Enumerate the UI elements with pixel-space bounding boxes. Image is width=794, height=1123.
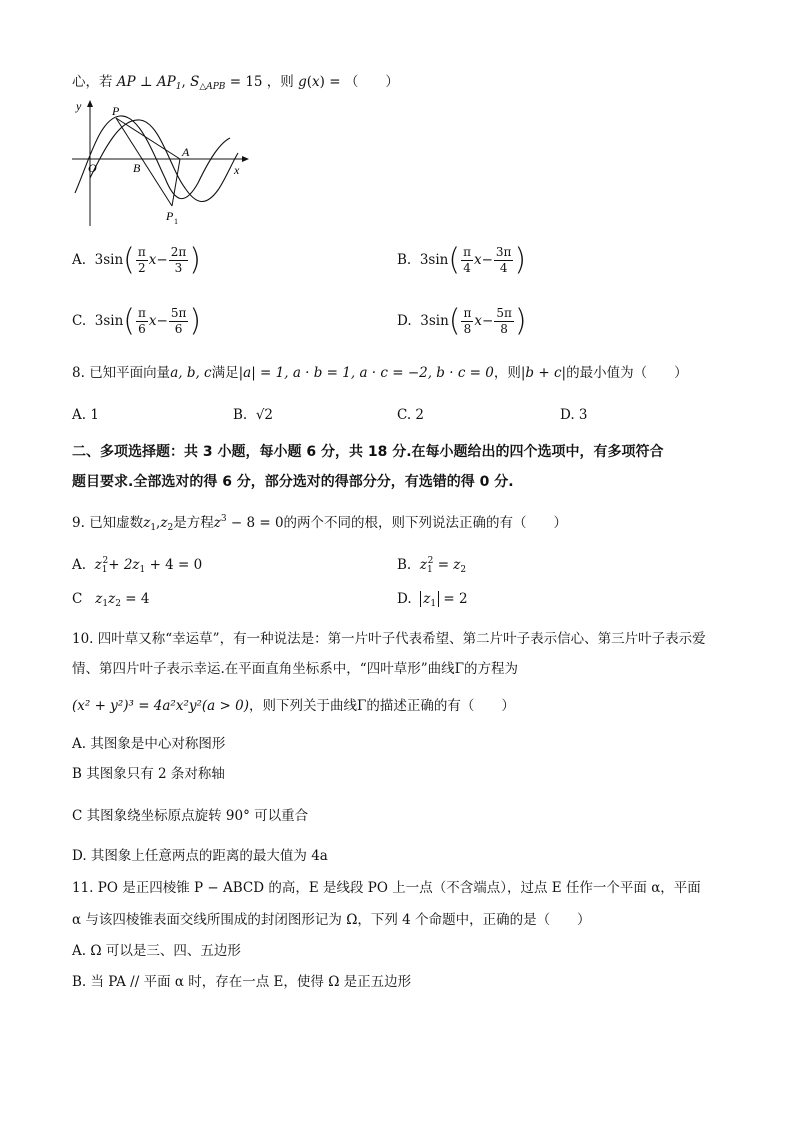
q9-stem: 9. 已知虚数$z_1,z_2$是方程$z^3 - 8 = 0$的两个不同的根，则下列说法正确的有（ ） bbox=[72, 514, 568, 533]
option-coef: 3sin bbox=[419, 252, 449, 268]
q11-option-b: B. 当 PA // 平面 α 时，存在一点 E，使得 Ω 是正五边形 bbox=[72, 974, 412, 990]
q10-line3-rest: ，则下列关于曲线Γ的描述正确的有（ ） bbox=[248, 698, 515, 714]
q8-vecs: a, b, c bbox=[170, 365, 212, 381]
label-O: O bbox=[88, 161, 97, 175]
q9-eq: z bbox=[213, 515, 221, 531]
q9-eq-rest: − 8 = 0 bbox=[226, 515, 284, 531]
paren-open: ( bbox=[448, 242, 461, 278]
q7-eq: = （ ） bbox=[324, 74, 399, 90]
q7-option-b bbox=[397, 240, 526, 281]
q8-option-b-letter: B. bbox=[233, 407, 248, 423]
q9-option-c: C $z_1z_2 = 4$ bbox=[72, 591, 150, 609]
frac-2 bbox=[169, 245, 189, 276]
q7-x: x bbox=[312, 74, 320, 90]
q8-expr: |b + c| bbox=[520, 365, 567, 381]
q9-c-expr: z bbox=[95, 591, 103, 607]
section2-line2: 题目要求.全部选对的得 6 分，部分选对的得部分分，有选错的得 0 分. bbox=[72, 474, 514, 490]
q9-a-rest: + 4 = 0 bbox=[145, 557, 203, 573]
q7-option-c bbox=[72, 301, 201, 342]
frac-num: π bbox=[137, 306, 146, 320]
frac-1 bbox=[461, 245, 473, 276]
frac-2 bbox=[494, 306, 514, 337]
q9-option-d: D. $z_1 = 2$ bbox=[397, 591, 468, 609]
frac-den: 8 bbox=[463, 322, 472, 336]
q10-option-b: B 其图象只有 2 条对称轴 bbox=[72, 766, 225, 782]
paren-close: ) bbox=[514, 303, 527, 339]
option-minus: − bbox=[156, 313, 168, 329]
q7-prefix: 心，若 bbox=[72, 74, 113, 90]
option-letter: D. bbox=[397, 313, 412, 329]
q10-option-d: D. 其图象上任意两点的距离的最大值为 4a bbox=[72, 848, 328, 864]
label-P1: P bbox=[166, 209, 174, 223]
option-x: x bbox=[473, 252, 482, 268]
q8-option-d: D. 3 bbox=[560, 407, 588, 423]
q9-option-a: A. $z_1^2+ 2z_1 + 4 = 0$ bbox=[72, 556, 203, 575]
q11-option-a: A. Ω 可以是三、四、五边形 bbox=[72, 943, 241, 959]
frac-den: 2 bbox=[138, 261, 146, 275]
q8-text3: ，则 bbox=[493, 365, 521, 381]
q10-option-a: A. 其图象是中心对称图形 bbox=[72, 736, 226, 752]
q7-area-val: = 15 bbox=[225, 74, 263, 90]
q8-text4: 的最小值为（ ） bbox=[566, 365, 688, 381]
q10-line1: 10. 四叶草又称“幸运草”，有一种说法是：第一片叶子代表希望、第二片叶子表示信心、第三片叶子表示爱 bbox=[72, 631, 706, 647]
paren-open: ( bbox=[123, 242, 135, 278]
q9-c-letter: C bbox=[72, 591, 83, 607]
frac-num: 2π bbox=[170, 245, 187, 259]
q10-line2: 情、第四片叶子表示幸运.在平面直角坐标系中，“四叶草形”曲线Γ的方程为 bbox=[72, 661, 518, 677]
q7-area-sub: △APB bbox=[199, 82, 226, 92]
option-x: x bbox=[148, 313, 157, 329]
q10-option-c: C 其图象绕坐标原点旋转 90° 可以重合 bbox=[72, 808, 309, 824]
option-coef: 3sin bbox=[94, 252, 124, 268]
q9-option-b: B. $z_1^2 = z_2$ bbox=[397, 556, 467, 575]
option-coef: 3sin bbox=[420, 313, 449, 329]
q7-perp: AP ⊥ AP bbox=[116, 74, 176, 90]
q8-option-c: C. 2 bbox=[397, 407, 425, 423]
x-axis-arrow bbox=[242, 156, 249, 162]
q7-tail-line: 心，若 AP ⊥ $AP_1$, $S_{\triangle APB} = 15$ ，则 g(x) = （ ） bbox=[72, 74, 399, 92]
curve-2 bbox=[90, 120, 238, 202]
section2-line1: 二、多项选择题：共 3 小题，每小题 6 分，共 18 分.在每小题给出的四个选项中，有多项符合 bbox=[72, 444, 664, 460]
frac-num: π bbox=[463, 306, 472, 320]
q7-option-a bbox=[72, 240, 201, 281]
option-minus: − bbox=[156, 252, 168, 268]
q8-option-b bbox=[233, 405, 273, 425]
option-x: x bbox=[148, 252, 157, 268]
line-PP1 bbox=[116, 118, 172, 206]
q9-number: 9. bbox=[72, 515, 85, 531]
option-minus: − bbox=[482, 313, 494, 329]
q9-d-expr: = 2 bbox=[439, 591, 468, 607]
q11-line1: 11. PO 是正四棱锥 P − ABCD 的高，E 是线段 PO 上一点（不含端点），过点 E 任作一个平面 α，平面 bbox=[72, 880, 701, 896]
q9-c-rest: = 4 bbox=[120, 591, 150, 607]
frac-den: 6 bbox=[174, 322, 183, 336]
frac-num: 5π bbox=[496, 306, 512, 320]
q7-suffix: ，则 bbox=[266, 74, 294, 90]
frac-1 bbox=[461, 306, 473, 337]
q9-text2: 是方程 bbox=[173, 515, 214, 531]
frac-den: 4 bbox=[463, 261, 471, 275]
label-A: A bbox=[182, 145, 190, 159]
frac-den: 6 bbox=[138, 322, 146, 336]
q8-text1: 已知平面向量 bbox=[89, 365, 171, 381]
q8-stem bbox=[72, 363, 688, 383]
q8-number: 8. bbox=[72, 365, 85, 381]
paren-close: ) bbox=[189, 242, 201, 278]
q9-a-expr: + 2z bbox=[108, 557, 140, 573]
option-letter: B. bbox=[397, 252, 412, 268]
q9-text3: 的两个不同的根，则下列说法正确的有（ ） bbox=[283, 515, 568, 531]
paren-open: ( bbox=[448, 303, 461, 339]
q9-a-letter: A. bbox=[72, 557, 87, 573]
label-B: B bbox=[133, 161, 141, 175]
q7-area-label: S bbox=[190, 74, 200, 90]
label-x: x bbox=[234, 163, 240, 177]
frac-num: 3π bbox=[495, 245, 512, 259]
paren-close: ) bbox=[514, 242, 527, 278]
q11-line2: α 与该四棱锥表面交线所围成的封闭图形记为 Ω，下列 4 个命题中，正确的是（ ） bbox=[72, 912, 591, 928]
q9-d-letter: D. bbox=[397, 591, 412, 607]
frac-num: 5π bbox=[170, 306, 187, 320]
frac-den: 4 bbox=[499, 261, 508, 275]
frac-2 bbox=[494, 245, 514, 276]
q8-option-b-value: √2 bbox=[255, 407, 274, 423]
paren-open: ( bbox=[123, 303, 135, 339]
q10-equation: (x² + y²)³ = 4a²x²y²(a > 0) bbox=[72, 698, 249, 714]
q10-line3 bbox=[72, 696, 515, 716]
label-P: P bbox=[112, 104, 120, 118]
q8-option-a: A. 1 bbox=[72, 407, 99, 423]
frac-num: π bbox=[137, 245, 146, 259]
q9-b-expr: = z bbox=[433, 557, 461, 573]
q8-cond: |a| = 1, a · b = 1, a · c = −2, b · c = 0 bbox=[238, 365, 494, 381]
q7-sub: 1 bbox=[175, 82, 182, 92]
q9-text1: 已知虚数 bbox=[89, 515, 144, 531]
option-letter: A. bbox=[72, 252, 87, 268]
frac-den: 8 bbox=[500, 322, 508, 336]
frac-1 bbox=[136, 245, 148, 276]
label-y: y bbox=[76, 99, 82, 113]
option-letter: C. bbox=[72, 313, 87, 329]
frac-1 bbox=[136, 306, 148, 337]
q7-option-d bbox=[397, 301, 527, 342]
option-coef: 3sin bbox=[94, 313, 124, 329]
frac-den: 3 bbox=[174, 261, 183, 275]
sine-graph bbox=[70, 98, 250, 228]
line-PA bbox=[116, 118, 180, 159]
paren-close: ) bbox=[189, 303, 202, 339]
option-x: x bbox=[474, 313, 482, 329]
frac-2 bbox=[169, 306, 189, 337]
option-minus: − bbox=[481, 252, 493, 268]
q9-var1: z bbox=[143, 515, 151, 531]
q7-g: g bbox=[298, 74, 307, 90]
q8-text2: 满足 bbox=[211, 365, 239, 381]
frac-num: π bbox=[463, 245, 471, 259]
y-axis-arrow bbox=[87, 100, 93, 107]
q9-b-letter: B. bbox=[397, 557, 412, 573]
label-P1-sub: 1 bbox=[174, 217, 178, 226]
